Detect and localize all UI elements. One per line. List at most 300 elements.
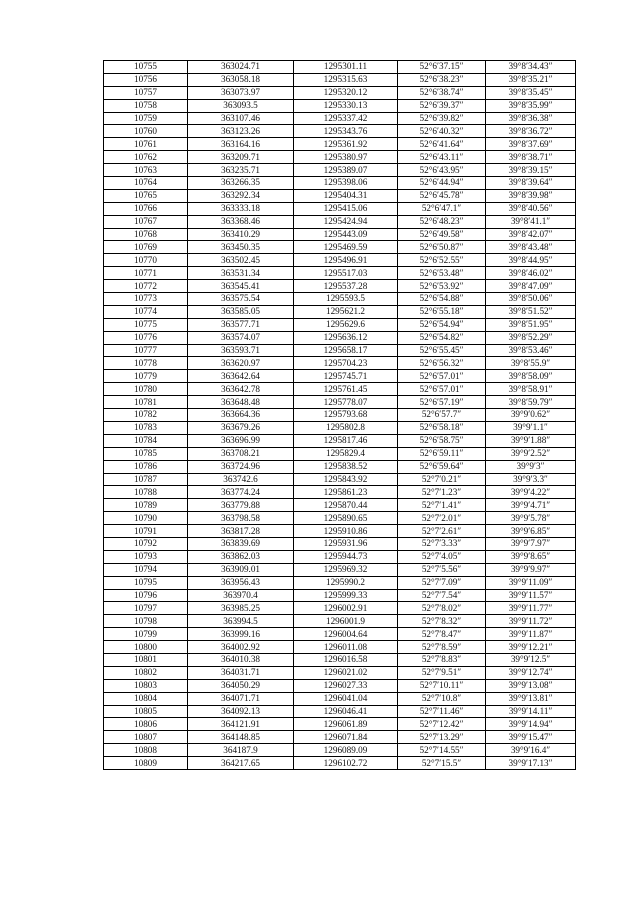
longitude-cell: 39°8′58.09″ xyxy=(486,370,576,383)
point-number-cell: 10798 xyxy=(104,615,188,628)
longitude-cell: 39°9′2.52″ xyxy=(486,447,576,460)
latitude-cell: 52°6′38.23″ xyxy=(398,73,486,86)
table-row xyxy=(104,344,576,357)
table-row xyxy=(104,666,576,679)
point-number-cell: 10775 xyxy=(104,318,188,331)
longitude-cell: 39°8′50.06″ xyxy=(486,293,576,306)
latitude-cell: 52°7′9.51″ xyxy=(398,666,486,679)
x-coordinate-cell: 363073.97 xyxy=(188,86,294,99)
latitude-cell: 52°7′0.21″ xyxy=(398,473,486,486)
point-number-cell: 10767 xyxy=(104,215,188,228)
longitude-cell: 39°9′8.65″ xyxy=(486,550,576,563)
point-number-cell: 10801 xyxy=(104,653,188,666)
longitude-cell: 39°8′51.52″ xyxy=(486,305,576,318)
y-coordinate-cell: 1295778.07 xyxy=(294,396,398,409)
longitude-cell: 39°9′4.71″ xyxy=(486,499,576,512)
longitude-cell: 39°9′6.85″ xyxy=(486,525,576,538)
table-row xyxy=(104,421,576,434)
x-coordinate-cell: 363107.46 xyxy=(188,112,294,125)
y-coordinate-cell: 1296089.09 xyxy=(294,744,398,757)
table-row xyxy=(104,202,576,215)
latitude-cell: 52°7′3.33″ xyxy=(398,537,486,550)
latitude-cell: 52°6′47.1″ xyxy=(398,202,486,215)
x-coordinate-cell: 363994.5 xyxy=(188,615,294,628)
point-number-cell: 10796 xyxy=(104,589,188,602)
latitude-cell: 52°6′52.55″ xyxy=(398,254,486,267)
table-row xyxy=(104,537,576,550)
y-coordinate-cell: 1296002.91 xyxy=(294,602,398,615)
y-coordinate-cell: 1295415.06 xyxy=(294,202,398,215)
table-row xyxy=(104,602,576,615)
table-row xyxy=(104,641,576,654)
point-number-cell: 10808 xyxy=(104,744,188,757)
y-coordinate-cell: 1295861.23 xyxy=(294,486,398,499)
x-coordinate-cell: 363235.71 xyxy=(188,164,294,177)
x-coordinate-cell: 364121.91 xyxy=(188,718,294,731)
table-row xyxy=(104,718,576,731)
x-coordinate-cell: 363742.6 xyxy=(188,473,294,486)
point-number-cell: 10792 xyxy=(104,537,188,550)
table-row xyxy=(104,267,576,280)
latitude-cell: 52°6′54.94″ xyxy=(398,318,486,331)
longitude-cell: 39°9′4.22″ xyxy=(486,486,576,499)
point-number-cell: 10773 xyxy=(104,293,188,306)
latitude-cell: 52°6′49.58″ xyxy=(398,228,486,241)
y-coordinate-cell: 1295944.73 xyxy=(294,550,398,563)
table-row xyxy=(104,525,576,538)
y-coordinate-cell: 1295890.65 xyxy=(294,512,398,525)
y-coordinate-cell: 1296071.84 xyxy=(294,731,398,744)
longitude-cell: 39°8′51.95″ xyxy=(486,318,576,331)
table-row xyxy=(104,434,576,447)
table-row xyxy=(104,744,576,757)
table-row xyxy=(104,512,576,525)
latitude-cell: 52°6′44.94″ xyxy=(398,177,486,190)
table-row xyxy=(104,73,576,86)
x-coordinate-cell: 363779.88 xyxy=(188,499,294,512)
x-coordinate-cell: 363368.46 xyxy=(188,215,294,228)
x-coordinate-cell: 363593.71 xyxy=(188,344,294,357)
x-coordinate-cell: 363774.24 xyxy=(188,486,294,499)
y-coordinate-cell: 1295301.11 xyxy=(294,61,398,74)
y-coordinate-cell: 1295658.17 xyxy=(294,344,398,357)
point-number-cell: 10778 xyxy=(104,357,188,370)
longitude-cell: 39°8′47.09″ xyxy=(486,280,576,293)
latitude-cell: 52°6′40.32″ xyxy=(398,125,486,138)
table-row xyxy=(104,331,576,344)
point-number-cell: 10760 xyxy=(104,125,188,138)
latitude-cell: 52°7′8.02″ xyxy=(398,602,486,615)
x-coordinate-cell: 363999.16 xyxy=(188,628,294,641)
x-coordinate-cell: 363724.96 xyxy=(188,460,294,473)
longitude-cell: 39°9′3.3″ xyxy=(486,473,576,486)
latitude-cell: 52°6′39.37″ xyxy=(398,99,486,112)
latitude-cell: 52°6′58.75″ xyxy=(398,434,486,447)
y-coordinate-cell: 1295593.5 xyxy=(294,293,398,306)
table-row xyxy=(104,460,576,473)
y-coordinate-cell: 1295398.06 xyxy=(294,177,398,190)
latitude-cell: 52°7′2.61″ xyxy=(398,525,486,538)
y-coordinate-cell: 1295761.45 xyxy=(294,383,398,396)
x-coordinate-cell: 364050.29 xyxy=(188,679,294,692)
x-coordinate-cell: 363531.34 xyxy=(188,267,294,280)
table-row xyxy=(104,486,576,499)
table-row xyxy=(104,370,576,383)
x-coordinate-cell: 363333.18 xyxy=(188,202,294,215)
longitude-cell: 39°9′15.47″ xyxy=(486,731,576,744)
x-coordinate-cell: 363648.48 xyxy=(188,396,294,409)
y-coordinate-cell: 1295629.6 xyxy=(294,318,398,331)
longitude-cell: 39°8′38.71″ xyxy=(486,151,576,164)
y-coordinate-cell: 1295389.07 xyxy=(294,164,398,177)
point-number-cell: 10758 xyxy=(104,99,188,112)
x-coordinate-cell: 364002.92 xyxy=(188,641,294,654)
point-number-cell: 10762 xyxy=(104,151,188,164)
table-row xyxy=(104,254,576,267)
latitude-cell: 52°7′2.01″ xyxy=(398,512,486,525)
longitude-cell: 39°9′13.81″ xyxy=(486,692,576,705)
longitude-cell: 39°9′11.87″ xyxy=(486,628,576,641)
coordinates-table-body xyxy=(104,61,576,770)
table-row xyxy=(104,318,576,331)
table-row xyxy=(104,615,576,628)
latitude-cell: 52°7′5.56″ xyxy=(398,563,486,576)
latitude-cell: 52°6′38.74″ xyxy=(398,86,486,99)
point-number-cell: 10807 xyxy=(104,731,188,744)
x-coordinate-cell: 363970.4 xyxy=(188,589,294,602)
x-coordinate-cell: 363642.64 xyxy=(188,370,294,383)
latitude-cell: 52°7′15.5″ xyxy=(398,757,486,770)
latitude-cell: 52°7′8.47″ xyxy=(398,628,486,641)
table-row xyxy=(104,138,576,151)
point-number-cell: 10756 xyxy=(104,73,188,86)
y-coordinate-cell: 1295320.12 xyxy=(294,86,398,99)
x-coordinate-cell: 363817.28 xyxy=(188,525,294,538)
longitude-cell: 39°8′43.48″ xyxy=(486,241,576,254)
y-coordinate-cell: 1295517.03 xyxy=(294,267,398,280)
point-number-cell: 10766 xyxy=(104,202,188,215)
table-row xyxy=(104,679,576,692)
longitude-cell: 39°9′13.08″ xyxy=(486,679,576,692)
y-coordinate-cell: 1296004.64 xyxy=(294,628,398,641)
x-coordinate-cell: 363093.5 xyxy=(188,99,294,112)
latitude-cell: 52°6′59.64″ xyxy=(398,460,486,473)
x-coordinate-cell: 363266.35 xyxy=(188,177,294,190)
table-row xyxy=(104,396,576,409)
table-row xyxy=(104,473,576,486)
latitude-cell: 52°7′8.32″ xyxy=(398,615,486,628)
longitude-cell: 39°8′35.45″ xyxy=(486,86,576,99)
point-number-cell: 10802 xyxy=(104,666,188,679)
point-number-cell: 10765 xyxy=(104,189,188,202)
table-row xyxy=(104,692,576,705)
y-coordinate-cell: 1295537.28 xyxy=(294,280,398,293)
y-coordinate-cell: 1295343.76 xyxy=(294,125,398,138)
longitude-cell: 39°9′12.74″ xyxy=(486,666,576,679)
y-coordinate-cell: 1295969.32 xyxy=(294,563,398,576)
y-coordinate-cell: 1296011.08 xyxy=(294,641,398,654)
table-row xyxy=(104,628,576,641)
latitude-cell: 52°7′1.23″ xyxy=(398,486,486,499)
latitude-cell: 52°6′57.01″ xyxy=(398,383,486,396)
point-number-cell: 10774 xyxy=(104,305,188,318)
longitude-cell: 39°9′11.57″ xyxy=(486,589,576,602)
y-coordinate-cell: 1295931.96 xyxy=(294,537,398,550)
x-coordinate-cell: 363024.71 xyxy=(188,61,294,74)
longitude-cell: 39°8′52.29″ xyxy=(486,331,576,344)
longitude-cell: 39°8′55.9″ xyxy=(486,357,576,370)
point-number-cell: 10783 xyxy=(104,421,188,434)
latitude-cell: 52°7′1.41″ xyxy=(398,499,486,512)
y-coordinate-cell: 1296102.72 xyxy=(294,757,398,770)
y-coordinate-cell: 1295337.42 xyxy=(294,112,398,125)
y-coordinate-cell: 1295793.68 xyxy=(294,409,398,422)
longitude-cell: 39°9′14.11″ xyxy=(486,705,576,718)
y-coordinate-cell: 1295910.86 xyxy=(294,525,398,538)
latitude-cell: 52°7′7.09″ xyxy=(398,576,486,589)
y-coordinate-cell: 1295315.63 xyxy=(294,73,398,86)
coordinates-table xyxy=(103,60,576,770)
y-coordinate-cell: 1296061.89 xyxy=(294,718,398,731)
y-coordinate-cell: 1295636.12 xyxy=(294,331,398,344)
x-coordinate-cell: 364010.38 xyxy=(188,653,294,666)
latitude-cell: 52°6′57.01″ xyxy=(398,370,486,383)
table-row xyxy=(104,164,576,177)
longitude-cell: 39°9′5.78″ xyxy=(486,512,576,525)
longitude-cell: 39°9′12.5″ xyxy=(486,653,576,666)
y-coordinate-cell: 1295621.2 xyxy=(294,305,398,318)
x-coordinate-cell: 364187.9 xyxy=(188,744,294,757)
longitude-cell: 39°9′1.1″ xyxy=(486,421,576,434)
longitude-cell: 39°8′53.46″ xyxy=(486,344,576,357)
table-row xyxy=(104,653,576,666)
table-row xyxy=(104,293,576,306)
y-coordinate-cell: 1295496.91 xyxy=(294,254,398,267)
x-coordinate-cell: 363502.45 xyxy=(188,254,294,267)
longitude-cell: 39°8′39.15″ xyxy=(486,164,576,177)
y-coordinate-cell: 1295469.59 xyxy=(294,241,398,254)
table-row xyxy=(104,241,576,254)
y-coordinate-cell: 1296001.9 xyxy=(294,615,398,628)
x-coordinate-cell: 363798.58 xyxy=(188,512,294,525)
latitude-cell: 52°7′11.46″ xyxy=(398,705,486,718)
longitude-cell: 39°9′3″ xyxy=(486,460,576,473)
table-row xyxy=(104,215,576,228)
point-number-cell: 10769 xyxy=(104,241,188,254)
y-coordinate-cell: 1295424.94 xyxy=(294,215,398,228)
point-number-cell: 10787 xyxy=(104,473,188,486)
x-coordinate-cell: 363574.07 xyxy=(188,331,294,344)
point-number-cell: 10771 xyxy=(104,267,188,280)
latitude-cell: 52°6′57.19″ xyxy=(398,396,486,409)
latitude-cell: 52°6′58.18″ xyxy=(398,421,486,434)
point-number-cell: 10794 xyxy=(104,563,188,576)
latitude-cell: 52°6′54.88″ xyxy=(398,293,486,306)
table-row xyxy=(104,61,576,74)
x-coordinate-cell: 363292.34 xyxy=(188,189,294,202)
latitude-cell: 52°6′56.32″ xyxy=(398,357,486,370)
point-number-cell: 10780 xyxy=(104,383,188,396)
y-coordinate-cell: 1296027.33 xyxy=(294,679,398,692)
table-row xyxy=(104,383,576,396)
latitude-cell: 52°7′10.11″ xyxy=(398,679,486,692)
point-number-cell: 10797 xyxy=(104,602,188,615)
x-coordinate-cell: 363123.26 xyxy=(188,125,294,138)
latitude-cell: 52°7′13.29″ xyxy=(398,731,486,744)
point-number-cell: 10757 xyxy=(104,86,188,99)
point-number-cell: 10791 xyxy=(104,525,188,538)
x-coordinate-cell: 363577.71 xyxy=(188,318,294,331)
y-coordinate-cell: 1296046.41 xyxy=(294,705,398,718)
latitude-cell: 52°6′37.15″ xyxy=(398,61,486,74)
point-number-cell: 10790 xyxy=(104,512,188,525)
point-number-cell: 10804 xyxy=(104,692,188,705)
x-coordinate-cell: 364217.65 xyxy=(188,757,294,770)
longitude-cell: 39°8′58.91″ xyxy=(486,383,576,396)
point-number-cell: 10776 xyxy=(104,331,188,344)
latitude-cell: 52°6′55.45″ xyxy=(398,344,486,357)
table-row xyxy=(104,280,576,293)
table-row xyxy=(104,705,576,718)
table-row xyxy=(104,409,576,422)
table-row xyxy=(104,305,576,318)
y-coordinate-cell: 1295870.44 xyxy=(294,499,398,512)
table-row xyxy=(104,86,576,99)
point-number-cell: 10755 xyxy=(104,61,188,74)
longitude-cell: 39°8′36.38″ xyxy=(486,112,576,125)
point-number-cell: 10789 xyxy=(104,499,188,512)
table-row xyxy=(104,576,576,589)
table-row xyxy=(104,151,576,164)
longitude-cell: 39°8′35.21″ xyxy=(486,73,576,86)
point-number-cell: 10786 xyxy=(104,460,188,473)
latitude-cell: 52°7′12.42″ xyxy=(398,718,486,731)
point-number-cell: 10782 xyxy=(104,409,188,422)
x-coordinate-cell: 364071.71 xyxy=(188,692,294,705)
latitude-cell: 52°6′39.82″ xyxy=(398,112,486,125)
table-row xyxy=(104,499,576,512)
latitude-cell: 52°6′55.18″ xyxy=(398,305,486,318)
point-number-cell: 10777 xyxy=(104,344,188,357)
latitude-cell: 52°7′14.55″ xyxy=(398,744,486,757)
longitude-cell: 39°9′1.88″ xyxy=(486,434,576,447)
longitude-cell: 39°9′17.13″ xyxy=(486,757,576,770)
x-coordinate-cell: 363164.16 xyxy=(188,138,294,151)
longitude-cell: 39°9′9.97″ xyxy=(486,563,576,576)
latitude-cell: 52°6′50.87″ xyxy=(398,241,486,254)
latitude-cell: 52°6′48.23″ xyxy=(398,215,486,228)
table-row xyxy=(104,125,576,138)
y-coordinate-cell: 1295829.4 xyxy=(294,447,398,460)
y-coordinate-cell: 1295817.46 xyxy=(294,434,398,447)
longitude-cell: 39°8′35.99″ xyxy=(486,99,576,112)
x-coordinate-cell: 364148.85 xyxy=(188,731,294,744)
y-coordinate-cell: 1295404.31 xyxy=(294,189,398,202)
latitude-cell: 52°6′57.7″ xyxy=(398,409,486,422)
longitude-cell: 39°8′44.95″ xyxy=(486,254,576,267)
x-coordinate-cell: 364092.13 xyxy=(188,705,294,718)
point-number-cell: 10764 xyxy=(104,177,188,190)
latitude-cell: 52°6′59.11″ xyxy=(398,447,486,460)
y-coordinate-cell: 1296041.04 xyxy=(294,692,398,705)
y-coordinate-cell: 1295745.71 xyxy=(294,370,398,383)
longitude-cell: 39°9′11.77″ xyxy=(486,602,576,615)
y-coordinate-cell: 1295999.33 xyxy=(294,589,398,602)
x-coordinate-cell: 363450.35 xyxy=(188,241,294,254)
latitude-cell: 52°6′54.82″ xyxy=(398,331,486,344)
longitude-cell: 39°9′12.21″ xyxy=(486,641,576,654)
longitude-cell: 39°9′11.09″ xyxy=(486,576,576,589)
table-row xyxy=(104,731,576,744)
point-number-cell: 10761 xyxy=(104,138,188,151)
point-number-cell: 10803 xyxy=(104,679,188,692)
longitude-cell: 39°8′39.98″ xyxy=(486,189,576,202)
y-coordinate-cell: 1295704.23 xyxy=(294,357,398,370)
longitude-cell: 39°8′40.56″ xyxy=(486,202,576,215)
point-number-cell: 10793 xyxy=(104,550,188,563)
point-number-cell: 10781 xyxy=(104,396,188,409)
longitude-cell: 39°8′42.07″ xyxy=(486,228,576,241)
point-number-cell: 10784 xyxy=(104,434,188,447)
x-coordinate-cell: 363410.29 xyxy=(188,228,294,241)
latitude-cell: 52°7′7.54″ xyxy=(398,589,486,602)
table-row xyxy=(104,757,576,770)
latitude-cell: 52°6′41.64″ xyxy=(398,138,486,151)
point-number-cell: 10809 xyxy=(104,757,188,770)
point-number-cell: 10759 xyxy=(104,112,188,125)
point-number-cell: 10795 xyxy=(104,576,188,589)
point-number-cell: 10785 xyxy=(104,447,188,460)
longitude-cell: 39°8′41.1″ xyxy=(486,215,576,228)
y-coordinate-cell: 1296021.02 xyxy=(294,666,398,679)
table-row xyxy=(104,589,576,602)
y-coordinate-cell: 1295330.13 xyxy=(294,99,398,112)
x-coordinate-cell: 363679.26 xyxy=(188,421,294,434)
longitude-cell: 39°9′0.62″ xyxy=(486,409,576,422)
latitude-cell: 52°7′8.59″ xyxy=(398,641,486,654)
latitude-cell: 52°6′45.78″ xyxy=(398,189,486,202)
table-row xyxy=(104,447,576,460)
latitude-cell: 52°6′43.95″ xyxy=(398,164,486,177)
longitude-cell: 39°8′59.79″ xyxy=(486,396,576,409)
y-coordinate-cell: 1295843.92 xyxy=(294,473,398,486)
table-row xyxy=(104,563,576,576)
table-row xyxy=(104,177,576,190)
x-coordinate-cell: 363620.97 xyxy=(188,357,294,370)
table-row xyxy=(104,550,576,563)
table-row xyxy=(104,99,576,112)
longitude-cell: 39°8′39.64″ xyxy=(486,177,576,190)
x-coordinate-cell: 363585.05 xyxy=(188,305,294,318)
x-coordinate-cell: 363956.43 xyxy=(188,576,294,589)
longitude-cell: 39°9′14.94″ xyxy=(486,718,576,731)
y-coordinate-cell: 1295380.97 xyxy=(294,151,398,164)
table-row xyxy=(104,189,576,202)
y-coordinate-cell: 1295802.8 xyxy=(294,421,398,434)
latitude-cell: 52°7′4.05″ xyxy=(398,550,486,563)
longitude-cell: 39°8′37.69″ xyxy=(486,138,576,151)
y-coordinate-cell: 1296016.58 xyxy=(294,653,398,666)
latitude-cell: 52°7′10.8″ xyxy=(398,692,486,705)
x-coordinate-cell: 363058.18 xyxy=(188,73,294,86)
y-coordinate-cell: 1295990.2 xyxy=(294,576,398,589)
point-number-cell: 10772 xyxy=(104,280,188,293)
point-number-cell: 10779 xyxy=(104,370,188,383)
table-row xyxy=(104,112,576,125)
longitude-cell: 39°9′11.72″ xyxy=(486,615,576,628)
x-coordinate-cell: 363642.78 xyxy=(188,383,294,396)
point-number-cell: 10763 xyxy=(104,164,188,177)
